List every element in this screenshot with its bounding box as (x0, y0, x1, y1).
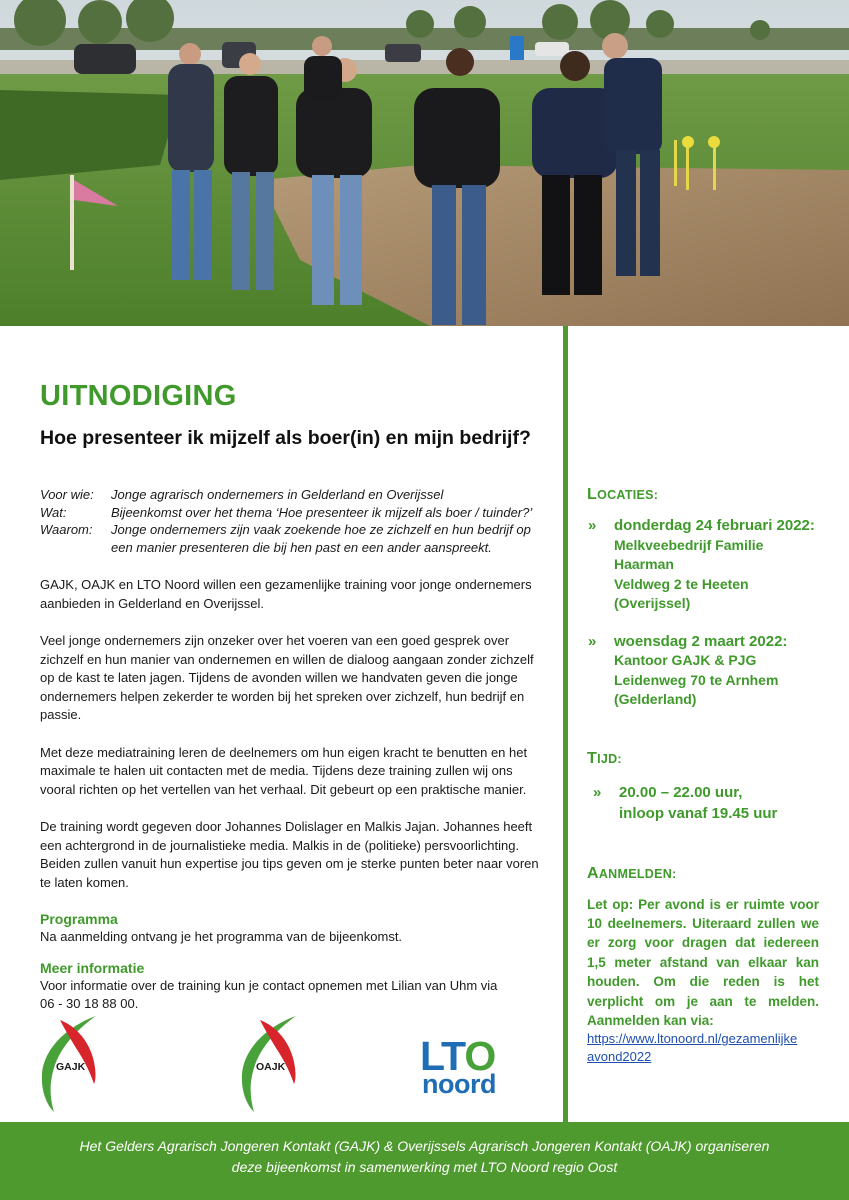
bullet-icon: » (593, 783, 602, 801)
paragraph: GAJK, OAJK en LTO Noord willen een gezamenlijke training voor jonge ondernemers aanbieden in Gelderland en Overijssel. (40, 577, 532, 611)
paragraph: Met deze mediatraining leren de deelnemers om hun eigen kracht te benutten en het maximale te halen uit contacten met de media. Tijdens deze training zullen wij ons vooral richten op het vertellen van het verhaal. Dit gebeurt op een praktische manier. (40, 744, 528, 797)
location-line: Kantoor GAJK & PJG (614, 652, 757, 668)
info-key: Voor wie: (40, 487, 94, 502)
info-key: Waarom: (40, 522, 93, 537)
location-date: donderdag 24 februari 2022: (614, 517, 815, 534)
bullet-icon: » (588, 517, 597, 534)
info-value: Bijeenkomst over het thema ‘Hoe presenteer ik mijzelf als boer / tuinder?’ (111, 504, 533, 520)
programma-body: Na aanmelding ontvang je het programma van de bijeenkomst. (40, 929, 403, 944)
lto-letter-o: O (464, 1033, 496, 1079)
info-value: Jonge agrarisch ondernemers in Gelderland en Overijssel (111, 487, 444, 502)
info-row-waarom (40, 521, 550, 556)
lto-noord-text: noord (422, 1069, 496, 1099)
footer-line: Het Gelders Agrarisch Jongeren Kontakt (GAJK) & Overijssels Agrarisch Jongeren Kontakt (OAJK) organiseren (79, 1138, 770, 1154)
tijd-heading (587, 750, 819, 768)
location-details (614, 632, 787, 710)
footer (0, 1122, 849, 1200)
location-item (587, 516, 819, 614)
heading-rest: IJD: (597, 751, 622, 766)
location-line: (Gelderland) (614, 691, 697, 707)
lto-noord-logo (420, 1033, 515, 1100)
location-line: Melkveebedrijf Familie Haarman (614, 536, 764, 572)
heading-rest: OCATIES: (597, 488, 659, 502)
info-row-wat (40, 504, 550, 522)
lto-letter-t: T (441, 1033, 465, 1079)
time-details (619, 782, 777, 824)
gajk-logo-text: GAJK (56, 1061, 86, 1073)
info-value: Jonge ondernemers zijn vaak zoekende hoe ze zichzelf en hun bedrijf op een manier presenteren die bij hen past en een ander aanspreekt. (111, 522, 531, 555)
aanmelden-text: Let op: Per avond is er ruimte voor 10 deelnemers. Uiteraard zullen we er zorg voor dragen dat iedereen 1,5 meter afstand van elkaar kan houden. Om die reden is het verplicht om je aan te melden. Aanmelden kan via: (587, 896, 819, 1028)
programma-heading: Programma (40, 911, 118, 927)
meer-informatie-heading: Meer informatie (40, 959, 145, 976)
lto-letter-l: L (420, 1033, 442, 1079)
time-info (587, 782, 819, 824)
meer-informatie-phone: 06 - 30 18 88 00. (40, 996, 139, 1011)
heading-rest: ANMELDEN: (598, 866, 677, 881)
oajk-logo (238, 1012, 304, 1114)
info-key: Wat: (40, 504, 67, 520)
location-date: woensdag 2 maart 2022: (614, 632, 788, 650)
header-photo (0, 0, 849, 326)
time-range: 20.00 – 22.00 uur, (619, 783, 743, 801)
info-row-voor-wie (40, 486, 550, 504)
page-subtitle: Hoe presenteer ik mijzelf als boer(in) en mijn bedrijf? (40, 427, 531, 449)
gajk-logo-mark (38, 1012, 104, 1114)
location-details (614, 516, 819, 614)
gajk-logo (38, 1012, 104, 1114)
photo-illustration (0, 0, 849, 326)
registration-link[interactable] (587, 1030, 819, 1066)
aanmelden-body (587, 895, 819, 1067)
footer-line: deze bijeenkomst in samenwerking met LTO Noord regio Oost (231, 1159, 618, 1175)
location-line: Veldweg 2 te Heeten (Overijssel) (614, 575, 749, 611)
locaties-heading (587, 486, 819, 504)
registration-link-line1[interactable]: https://www.ltonoord.nl/gezamenlijke (587, 1031, 798, 1047)
heading-initial: T (587, 749, 598, 767)
paragraph: De training wordt gegeven door Johannes Dolislager en Malkis Jajan. Johannes heeft een achtergrond in de journalistieke media. Malkis in de (politieke) persvoorlichting. Beiden zullen vanuit hun expertise jou tips geven om je sterke punten beter naar voren te laten komen. (40, 819, 539, 890)
bullet-icon: » (588, 632, 597, 650)
location-line: Leidenweg 70 te Arnhem (614, 671, 779, 688)
heading-initial: L (587, 486, 598, 503)
oajk-logo-mark (238, 1012, 304, 1114)
location-item (587, 632, 819, 710)
aanmelden-heading (587, 865, 819, 883)
meer-informatie-body-line1: Voor informatie over de training kun je contact opnemen met Lilian van Uhm via (40, 977, 498, 993)
paragraph: Veel jonge ondernemers zijn onzeker over het voeren van een goed gesprek over zichzelf en hun manier van ondernemen en willen de dialoog aangaan zonder zichzelf op de kast te laten jagen. Tijdens de avonden willen we handvaten geven die jonge ondernemers helpen zekerder te worden bij het spreken over zichzelf, hun bedrijf en passie. (40, 633, 534, 722)
column-divider (563, 326, 568, 1122)
registration-link-line2[interactable]: avond2022 (587, 1049, 652, 1065)
page-title: UITNODIGING (40, 380, 237, 412)
time-walk-in: inloop vanaf 19.45 uur (619, 804, 778, 822)
main-content (40, 380, 550, 1014)
sidebar (587, 486, 819, 1066)
info-table (40, 486, 550, 556)
oajk-logo-text: OAJK (256, 1061, 286, 1073)
heading-initial: A (587, 864, 599, 882)
